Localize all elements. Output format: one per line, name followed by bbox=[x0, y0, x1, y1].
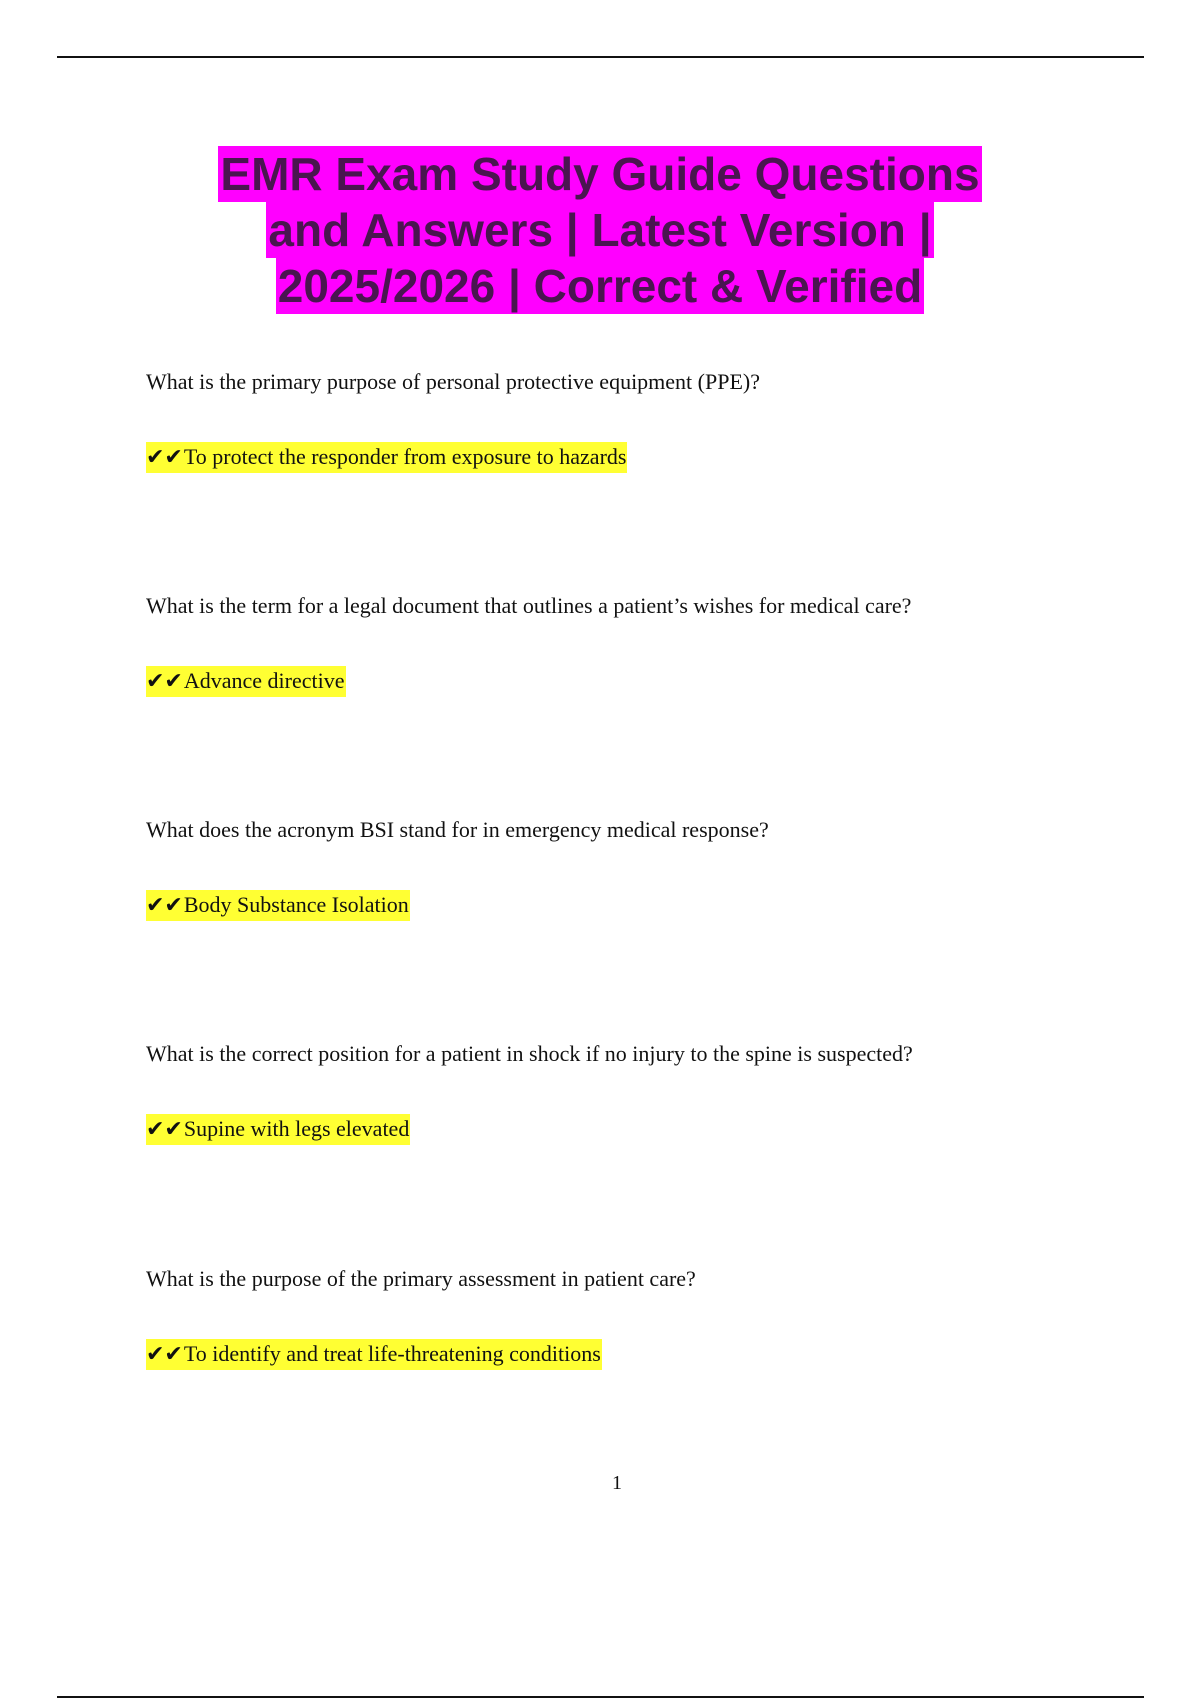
document-title bbox=[100, 146, 1100, 314]
answer-text bbox=[146, 1339, 602, 1370]
question-text: What is the primary purpose of personal protective equipment (PPE)? bbox=[146, 369, 760, 394]
double-check-icon: ✔✔ bbox=[146, 893, 183, 918]
title-line-2: and Answers | Latest Version | bbox=[268, 204, 932, 256]
title-line-3: 2025/2026 | Correct & Verified bbox=[277, 260, 923, 312]
answer-label: Body Substance Isolation bbox=[183, 892, 409, 917]
answer-label: Supine with legs elevated bbox=[183, 1116, 410, 1141]
header-rule bbox=[57, 56, 1144, 58]
question-text: What is the correct position for a patient in shock if no injury to the spine is suspected? bbox=[146, 1041, 913, 1066]
question-text: What is the purpose of the primary assessment in patient care? bbox=[146, 1266, 696, 1291]
answer-text bbox=[146, 1114, 410, 1145]
answer-text bbox=[146, 666, 346, 697]
answer-text bbox=[146, 442, 627, 473]
answer-text bbox=[146, 890, 410, 921]
page-number: 1 bbox=[612, 1472, 622, 1494]
double-check-icon: ✔✔ bbox=[146, 1117, 183, 1142]
double-check-icon: ✔✔ bbox=[146, 1342, 183, 1367]
question-text: What is the term for a legal document that outlines a patient’s wishes for medical care? bbox=[146, 593, 912, 618]
answer-label: To protect the responder from exposure to hazards bbox=[183, 444, 627, 469]
question-text: What does the acronym BSI stand for in emergency medical response? bbox=[146, 817, 769, 842]
answer-label: Advance directive bbox=[183, 668, 345, 693]
answer-label: To identify and treat life-threatening conditions bbox=[183, 1341, 601, 1366]
double-check-icon: ✔✔ bbox=[146, 445, 183, 470]
double-check-icon: ✔✔ bbox=[146, 669, 183, 694]
footer-rule bbox=[57, 1696, 1144, 1698]
title-line-1: EMR Exam Study Guide Questions bbox=[220, 148, 980, 200]
